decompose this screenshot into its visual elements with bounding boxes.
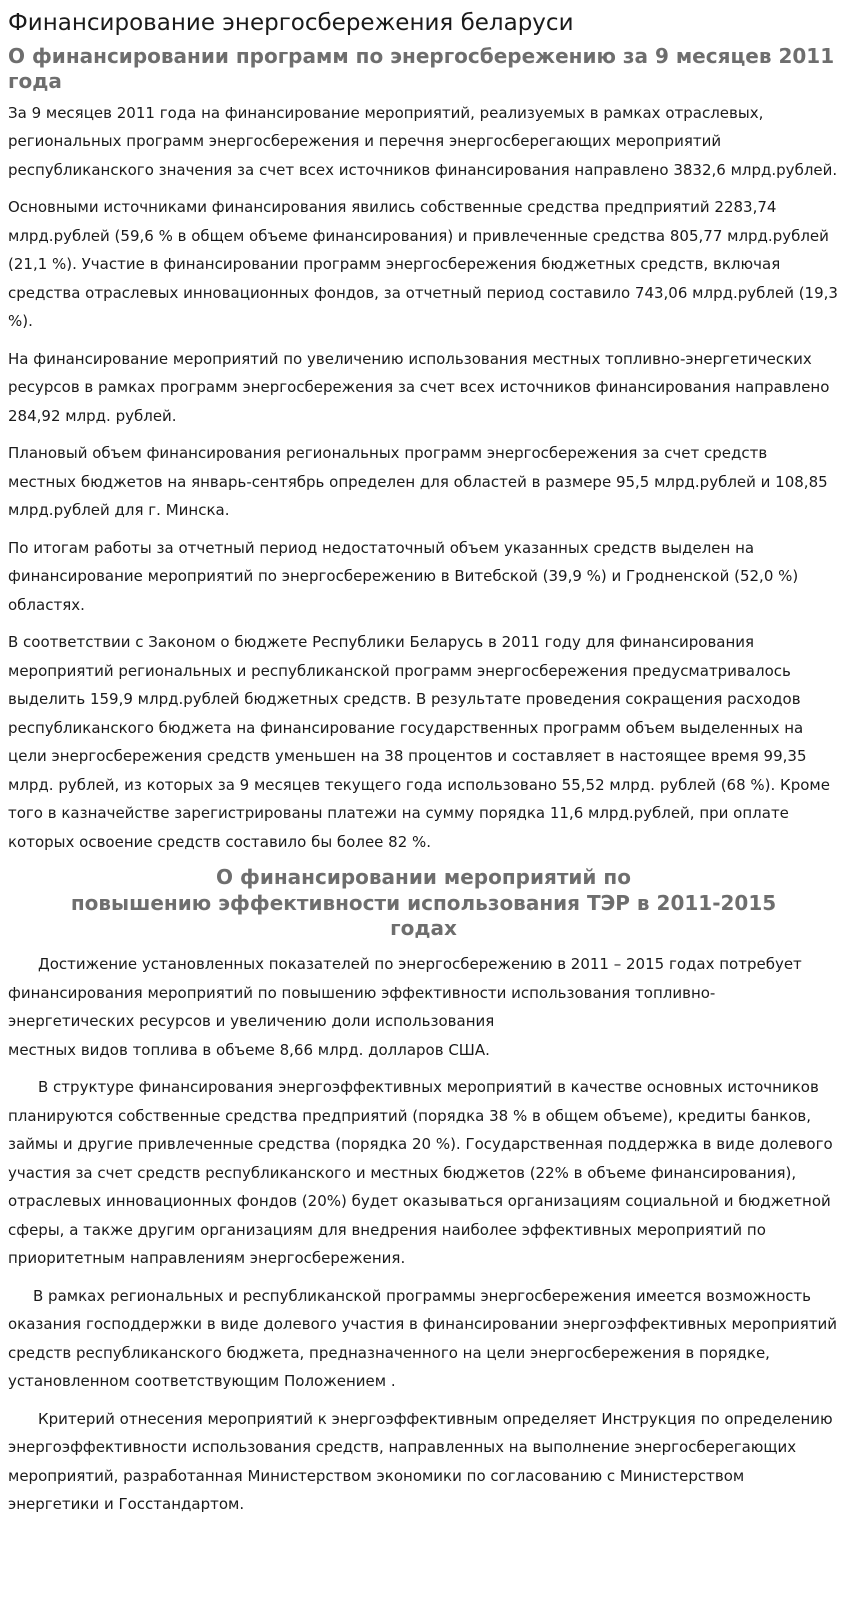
section1-paragraph-2: Основными источниками финансирования явились собственные средства предприятий 2283,74 млрд.рублей (59,6 % в общем объеме финансирования) и привлеченные средства 805,77 млрд.рублей (21,1 %). Участие в финансировании программ энергосбережения бюджетных средств, включая средства отраслевых инновационных фондов, за отчетный период составило 743,06 млрд.рублей (19,3 %). [8, 198, 838, 331]
section2-title [8, 865, 839, 942]
section2-paragraph-4: Критерий отнесения мероприятий к энергоэффективным определяет Инструкция по определению энергоэффективности использования средств, направленных на выполнение энергосберегающих мероприятий, разработанная Министерством экономики по согласованию с Министерством энергетики и Госстандартом. [8, 1409, 833, 1514]
section2-paragraph-1-tail: местных видов топлива в объеме 8,66 млрд. долларов США. [8, 1040, 490, 1059]
section2-paragraph-1-text: Достижение установленных показателей по энергосбережению в 2011 – 2015 годах потребует финансирования мероприятий по повышению эффективности использования топливно-энергетических ресурсов и увеличению доли использования [8, 955, 802, 1031]
section1-paragraph-5: По итогам работы за отчетный период недостаточный объем указанных средств выделен на финансирование мероприятий по энергосбережению в Витебской (39,9 %) и Гродненской (52,0 %) областях. [8, 538, 799, 614]
section2-title-line-1: О финансировании мероприятий по [216, 865, 631, 890]
section2-paragraph-1 [8, 950, 839, 1064]
section1-title: О финансировании программ по энергосбережению за 9 месяцев 2011 года [8, 43, 835, 94]
section2-paragraph-2: В структуре финансирования энергоэффективных мероприятий в качестве основных источников планируются собственные средства предприятий (порядка 38 % в общем объеме), кредиты банков, займы и другие привлеченные средства (порядка 20 %). Государственная поддержка в виде долевого участия за счет средств республиканского и местных бюджетов (22% в объеме финансирования), отраслевых инновационных фондов (20%) будет оказываться организациям социальной и бюджетной сферы, а также другим организациям для внедрения наиболее эффективных мероприятий по приоритетным направлениям энергосбережения. [8, 1078, 833, 1268]
section1-paragraph-4: Плановый объем финансирования региональных программ энергосбережения за счет средств местных бюджетов на январь-сентябрь определен для областей в размере 95,5 млрд.рублей и 108,85 млрд.рублей для г. Минска. [8, 444, 828, 520]
page-title: Финансирование энергосбережения беларуси [8, 10, 574, 36]
section1-paragraph-3: На финансирование мероприятий по увеличению использования местных топливно-энергетических ресурсов в рамках программ энергосбережения за счет всех источников финансирования направлено 284,92 млрд. рублей. [8, 349, 830, 425]
section2-title-line-2: повышению эффективности использования ТЭР в 2011-2015 [70, 890, 777, 915]
section1-paragraph-1: За 9 месяцев 2011 года на финансирование мероприятий, реализуемых в рамках отраслевых, региональных программ энергосбережения и перечня энергосберегающих мероприятий республиканского значения за счет всех источников финансирования направлено 3832,6 млрд.рублей. [8, 103, 838, 179]
section2-paragraph-3: В рамках региональных и республиканской программы энергосбережения имеется возможность оказания господдержки в виде долевого участия в финансировании энергоэффективных мероприятий средств республиканского бюджета, предназначенного на цели энергосбережения в порядке, установленном соответствующим Положением . [8, 1286, 838, 1391]
section1-paragraph-6: В соответствии с Законом о бюджете Республики Беларусь в 2011 году для финансирования мероприятий региональных и республиканской программ энергосбережения предусматривалось выделить 159,9 млрд.рублей бюджетных средств. В результате проведения сокращения расходов республиканского бюджета на финансирование государственных программ объем выделенных на цели энергосбережения средств уменьшен на 38 процентов и составляет в настоящее время 99,35 млрд. рублей, из которых за 9 месяцев текущего года использовано 55,52 млрд. рублей (68 %). Кроме того в казначействе зарегистрированы платежи на сумму порядка 11,6 млрд.рублей, при оплате которых освоение средств составило бы более 82 %. [8, 633, 830, 851]
section2-title-line-3: годах [390, 916, 457, 941]
